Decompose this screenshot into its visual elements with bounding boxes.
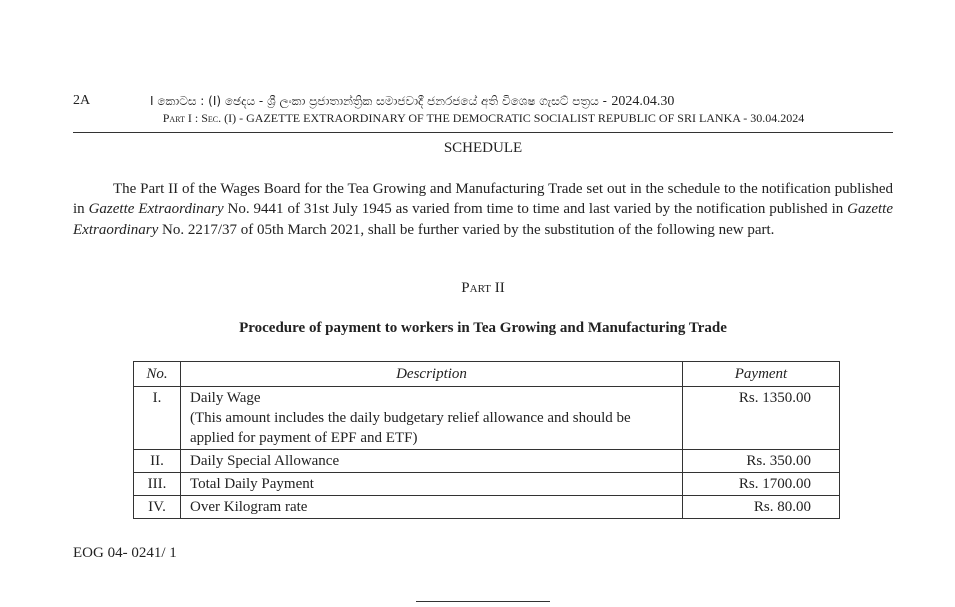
table-row [134,450,840,473]
footer-divider [416,601,550,602]
row-number: I. [134,387,181,450]
table-row [134,496,840,519]
row-payment: Rs. 350.00 [683,450,840,473]
sinhala-header [150,93,820,110]
sinhala-header-date: 2024.04.30 [611,94,675,109]
col-header-payment: Payment [683,362,840,387]
row-payment: Rs. 1350.00 [683,387,840,450]
page-number: 2A [73,93,91,108]
intro-text-2: No. 9441 of 31st July 1945 as varied from time to time and last varied by the notification published in [223,201,848,218]
reference-code: EOG 04- 0241/ 1 [73,545,177,561]
procedure-title: Procedure of payment to workers in Tea Growing and Manufacturing Trade [239,320,727,336]
row-description-note: (This amount includes the daily budgetary relief allowance and should be applied for payment of EPF and ETF) [190,410,631,446]
payment-table [133,361,840,519]
row-payment: Rs. 80.00 [683,496,840,519]
row-description: Daily Special Allowance [181,450,683,473]
row-number: III. [134,473,181,496]
header-divider [73,132,893,133]
intro-paragraph [73,179,893,240]
row-description [181,387,683,450]
row-number: II. [134,450,181,473]
sinhala-title: I කොටස : (I) ඡෙදය - ශ්‍රී ලංකා ප්‍රජාතාන්ත්‍රික සමාජවාදී ජනරජයේ අති විශෙෂ ගැසට් පත්‍රය - [150,94,607,108]
row-payment: Rs. 1700.00 [683,473,840,496]
col-header-description: Description [181,362,683,387]
schedule-title: SCHEDULE [443,140,523,156]
row-number: IV. [134,496,181,519]
english-header-title: - GAZETTE EXTRAORDINARY OF THE DEMOCRATIC SOCIALIST REPUBLIC OF SRI LANKA - 30.04.2024 [236,111,805,125]
intro-text-1: The Part II of the Wages Board for the Tea Growing and Manufacturing Trade set out in the schedule to the notification published in [73,181,893,218]
english-header-part: Part I : Sec. (I) [162,111,237,125]
row-description: Total Daily Payment [181,473,683,496]
part-title: Part II [461,280,505,296]
table-header-row [134,362,840,387]
row-description: Over Kilogram rate [181,496,683,519]
col-header-no: No. [134,362,181,387]
row-description-title: Daily Wage [190,390,261,406]
table-row [134,473,840,496]
gazette-ref-1: Gazette Extraordinary [88,201,224,218]
gazette-ref-2: Gazette Extraordinary [73,201,893,238]
english-header [73,111,894,126]
table-row [134,387,840,450]
intro-text-3: No. 2217/37 of 05th March 2021, shall be further varied by the substitution of the following new part. [158,221,775,238]
